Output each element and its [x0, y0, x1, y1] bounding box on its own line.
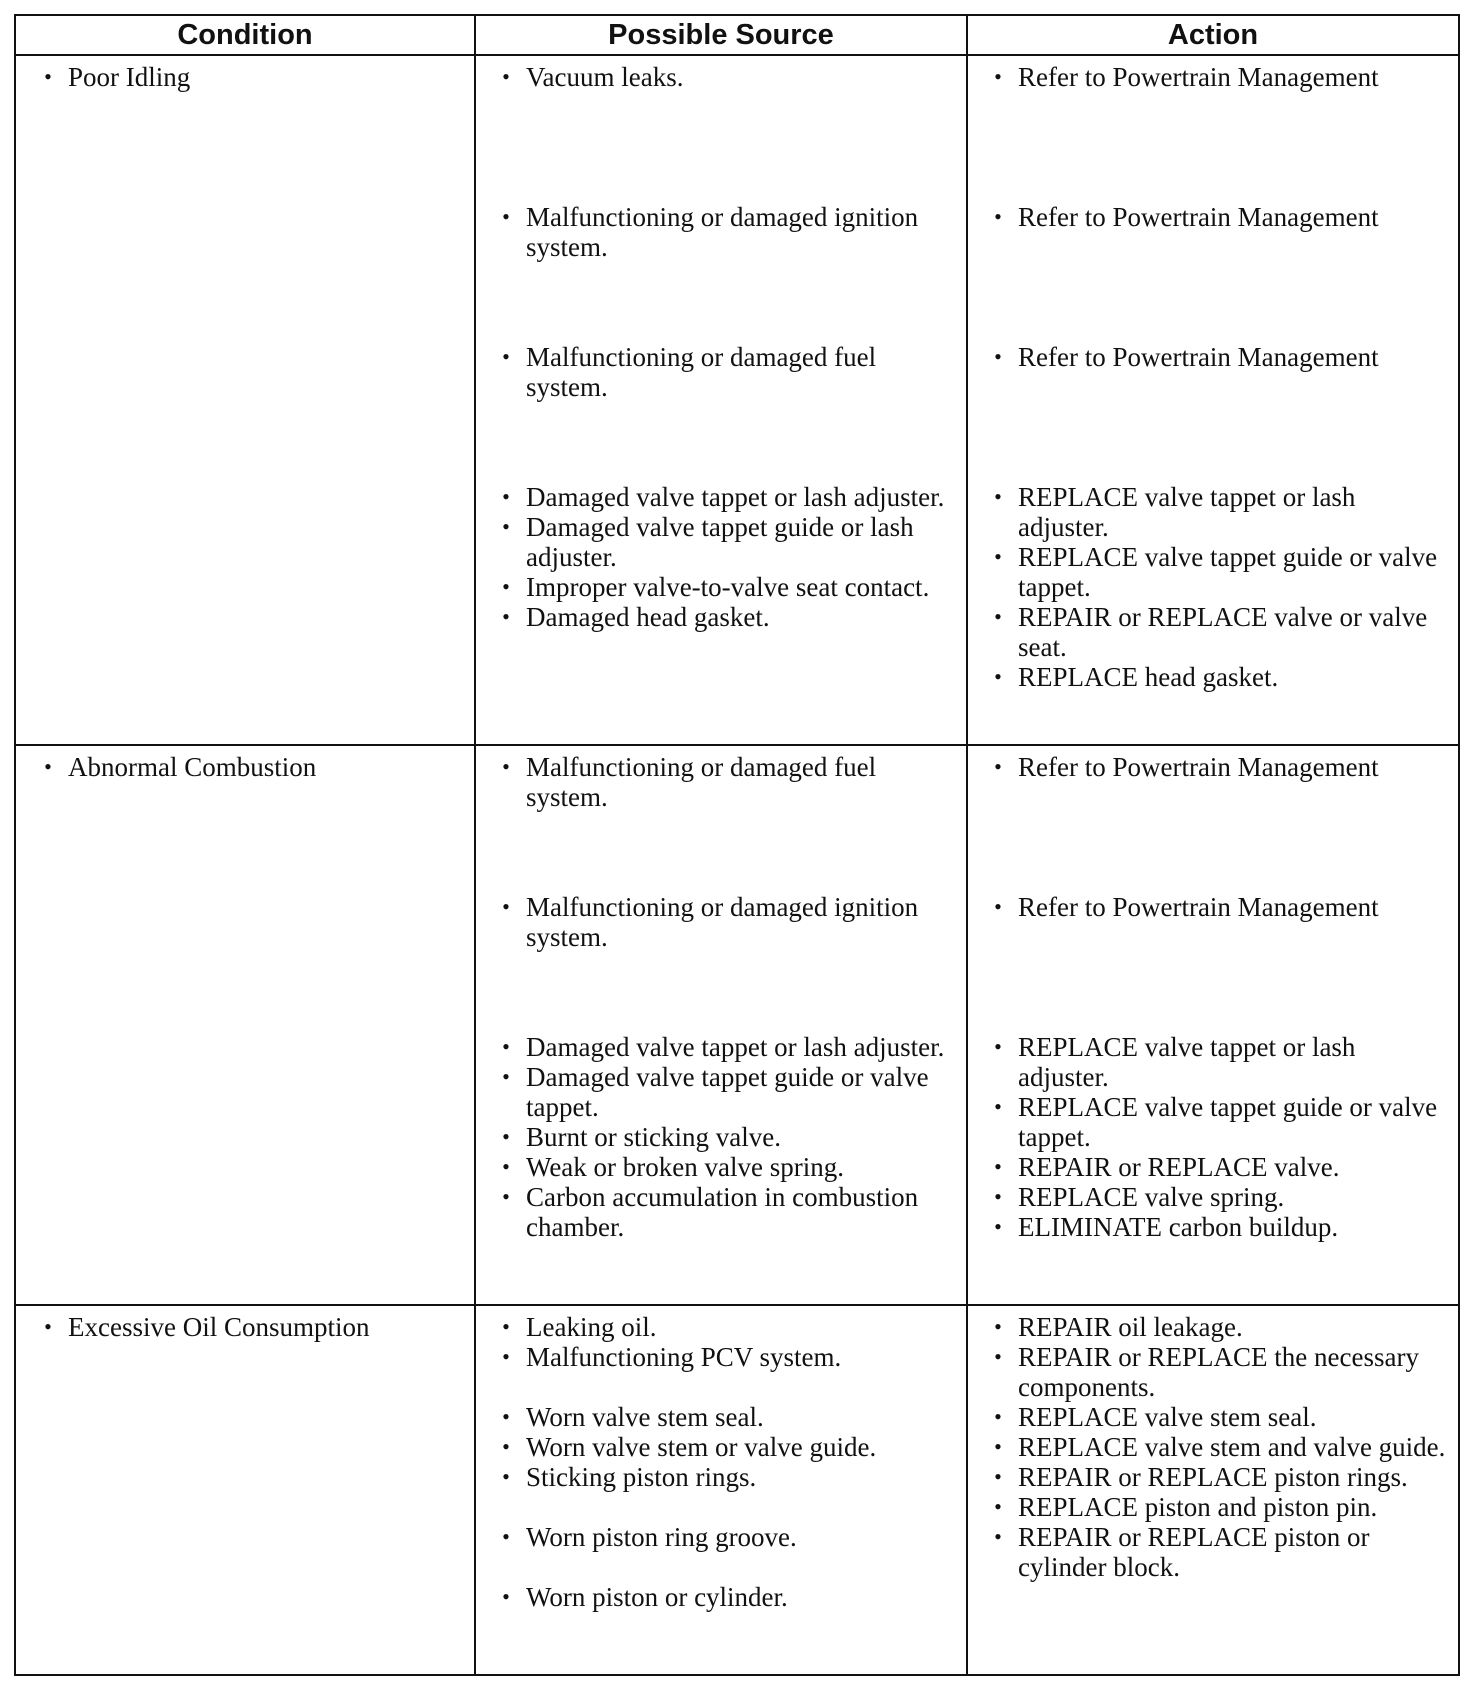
condition-item [16, 752, 474, 782]
bullet-icon: • [994, 1344, 1002, 1369]
source-item [476, 1062, 966, 1122]
diagnosis-page [14, 14, 1458, 1676]
source-item [476, 572, 966, 602]
action-item [968, 1182, 1458, 1212]
action-item [968, 1152, 1458, 1182]
bullet-icon: • [994, 204, 1002, 229]
source-text: Malfunctioning PCV system. [526, 1342, 842, 1372]
source-text: Damaged head gasket. [526, 602, 770, 632]
bullet-icon: • [502, 1064, 510, 1089]
action-group [968, 892, 1458, 1032]
source-text: Malfunctioning or damaged ignition system. [526, 202, 919, 262]
bullet-icon: • [502, 344, 510, 369]
source-item [476, 752, 966, 812]
bullet-icon: • [502, 1524, 510, 1549]
source-item [476, 512, 966, 572]
bullet-icon: • [994, 894, 1002, 919]
diagnosis-table [14, 14, 1460, 1676]
source-group [476, 202, 966, 342]
header-row [15, 15, 1459, 55]
action-item [968, 482, 1458, 542]
condition-text: Abnormal Combustion [68, 752, 317, 782]
source-text: Worn piston ring groove. [526, 1522, 797, 1552]
action-item [968, 1462, 1458, 1492]
bullet-icon: • [502, 484, 510, 509]
bullet-icon: • [44, 64, 52, 89]
action-text: REPLACE valve tappet guide or valve tappet. [1018, 1092, 1438, 1152]
source-item [476, 892, 966, 952]
bullet-icon: • [502, 604, 510, 629]
row-abnormal-combustion [15, 745, 1459, 1305]
header-action: Action [967, 15, 1459, 55]
source-item [476, 1152, 966, 1182]
source-item [476, 342, 966, 402]
action-item [968, 752, 1458, 782]
action-item [968, 1092, 1458, 1152]
source-text: Worn valve stem seal. [526, 1402, 764, 1432]
source-item [476, 1032, 966, 1062]
source-item [476, 1402, 966, 1432]
source-group [476, 342, 966, 482]
header-possible-source: Possible Source [475, 15, 967, 55]
source-item [476, 1522, 966, 1552]
bullet-icon: • [502, 1434, 510, 1459]
bullet-icon: • [994, 544, 1002, 569]
bullet-icon: • [994, 1094, 1002, 1119]
source-group [476, 62, 966, 202]
source-text: Damaged valve tappet or lash adjuster. [526, 1032, 945, 1062]
action-item [968, 1432, 1458, 1462]
row-poor-idling [15, 55, 1459, 745]
action-cell [967, 745, 1459, 1305]
source-group [476, 482, 966, 632]
action-text: REPLACE valve tappet or lash adjuster. [1018, 1032, 1356, 1092]
bullet-icon: • [994, 344, 1002, 369]
source-cell [475, 745, 967, 1305]
bullet-icon: • [994, 1494, 1002, 1519]
action-text: REPLACE valve tappet or lash adjuster. [1018, 482, 1356, 542]
bullet-icon: • [502, 1034, 510, 1059]
bullet-icon: • [502, 204, 510, 229]
action-item [968, 1402, 1458, 1432]
source-text: Damaged valve tappet guide or valve tappet. [526, 1062, 929, 1122]
action-text: REPLACE piston and piston pin. [1018, 1492, 1378, 1522]
condition-item [16, 62, 474, 92]
bullet-icon: • [502, 754, 510, 779]
source-text: Leaking oil. [526, 1312, 657, 1342]
condition-text: Poor Idling [68, 62, 191, 92]
bullet-icon: • [994, 604, 1002, 629]
source-item [476, 1312, 966, 1342]
source-item [476, 1122, 966, 1152]
bullet-icon: • [502, 1314, 510, 1339]
source-text: Malfunctioning or damaged fuel system. [526, 342, 877, 402]
bullet-icon: • [994, 754, 1002, 779]
source-text: Weak or broken valve spring. [526, 1152, 844, 1182]
source-group [476, 892, 966, 1032]
bullet-icon: • [502, 1404, 510, 1429]
bullet-icon: • [994, 1524, 1002, 1549]
source-item [476, 1182, 966, 1242]
bullet-icon: • [994, 1154, 1002, 1179]
bullet-icon: • [502, 1344, 510, 1369]
action-text: REPLACE head gasket. [1018, 662, 1279, 692]
action-item [968, 892, 1458, 922]
bullet-icon: • [502, 1584, 510, 1609]
source-item [476, 62, 966, 92]
action-group [968, 752, 1458, 892]
action-text: Refer to Powertrain Management [1018, 752, 1379, 782]
bullet-icon: • [502, 894, 510, 919]
source-item [476, 602, 966, 632]
action-item [968, 342, 1458, 372]
bullet-icon: • [502, 1184, 510, 1209]
action-group [968, 342, 1458, 482]
bullet-icon: • [502, 1124, 510, 1149]
source-group [476, 1312, 966, 1612]
action-item [968, 542, 1458, 602]
source-item [476, 202, 966, 262]
condition-cell [15, 1305, 475, 1675]
header-condition: Condition [15, 15, 475, 55]
source-text: Sticking piston rings. [526, 1462, 757, 1492]
action-cell [967, 55, 1459, 745]
condition-cell [15, 55, 475, 745]
source-text: Damaged valve tappet or lash adjuster. [526, 482, 945, 512]
action-text: Refer to Powertrain Management [1018, 202, 1379, 232]
source-text: Burnt or sticking valve. [526, 1122, 781, 1152]
source-cell [475, 55, 967, 745]
action-item [968, 1212, 1458, 1242]
bullet-icon: • [44, 1314, 52, 1339]
condition-item [16, 1312, 474, 1342]
bullet-icon: • [502, 574, 510, 599]
action-text: REPAIR or REPLACE the necessary components. [1018, 1342, 1419, 1402]
source-item [476, 482, 966, 512]
source-text: Worn piston or cylinder. [526, 1582, 788, 1612]
source-item [476, 1462, 966, 1492]
action-text: Refer to Powertrain Management [1018, 892, 1379, 922]
source-text: Malfunctioning or damaged fuel system. [526, 752, 877, 812]
action-text: REPAIR or REPLACE piston rings. [1018, 1462, 1408, 1492]
action-group [968, 1312, 1458, 1582]
action-cell [967, 1305, 1459, 1675]
source-item [476, 1582, 966, 1612]
action-text: REPAIR or REPLACE valve. [1018, 1152, 1340, 1182]
bullet-icon: • [502, 1464, 510, 1489]
action-text: REPLACE valve spring. [1018, 1182, 1285, 1212]
bullet-icon: • [994, 664, 1002, 689]
source-text: Improper valve-to-valve seat contact. [526, 572, 930, 602]
bullet-icon: • [994, 1034, 1002, 1059]
action-group [968, 482, 1458, 692]
action-item [968, 1312, 1458, 1342]
action-item [968, 662, 1458, 692]
action-text: REPLACE valve stem and valve guide. [1018, 1432, 1446, 1462]
source-text: Damaged valve tappet guide or lash adjuster. [526, 512, 914, 572]
bullet-icon: • [502, 64, 510, 89]
condition-text: Excessive Oil Consumption [68, 1312, 370, 1342]
action-text: REPAIR or REPLACE piston or cylinder block. [1018, 1522, 1370, 1582]
bullet-icon: • [994, 1464, 1002, 1489]
bullet-icon: • [994, 64, 1002, 89]
action-text: REPLACE valve tappet guide or valve tappet. [1018, 542, 1438, 602]
action-group [968, 202, 1458, 342]
action-item [968, 202, 1458, 232]
action-text: REPAIR oil leakage. [1018, 1312, 1243, 1342]
action-group [968, 1032, 1458, 1242]
action-item [968, 602, 1458, 662]
action-item [968, 1522, 1458, 1582]
bullet-icon: • [994, 1404, 1002, 1429]
action-group [968, 62, 1458, 202]
bullet-icon: • [44, 754, 52, 779]
condition-cell [15, 745, 475, 1305]
bullet-icon: • [994, 1314, 1002, 1339]
action-text: Refer to Powertrain Management [1018, 62, 1379, 92]
source-cell [475, 1305, 967, 1675]
action-text: REPLACE valve stem seal. [1018, 1402, 1317, 1432]
row-excessive-oil-consumption [15, 1305, 1459, 1675]
action-item [968, 1032, 1458, 1092]
bullet-icon: • [994, 1214, 1002, 1239]
source-text: Vacuum leaks. [526, 62, 684, 92]
source-group [476, 1032, 966, 1242]
action-item [968, 62, 1458, 92]
source-text: Malfunctioning or damaged ignition system. [526, 892, 919, 952]
bullet-icon: • [502, 1154, 510, 1179]
action-text: REPAIR or REPLACE valve or valve seat. [1018, 602, 1428, 662]
action-text: ELIMINATE carbon buildup. [1018, 1212, 1339, 1242]
bullet-icon: • [502, 514, 510, 539]
source-group [476, 752, 966, 892]
source-text: Carbon accumulation in combustion chamber. [526, 1182, 919, 1242]
bullet-icon: • [994, 484, 1002, 509]
source-item [476, 1432, 966, 1462]
bullet-icon: • [994, 1184, 1002, 1209]
source-text: Worn valve stem or valve guide. [526, 1432, 877, 1462]
source-item [476, 1342, 966, 1372]
bullet-icon: • [994, 1434, 1002, 1459]
action-item [968, 1342, 1458, 1402]
action-item [968, 1492, 1458, 1522]
action-text: Refer to Powertrain Management [1018, 342, 1379, 372]
